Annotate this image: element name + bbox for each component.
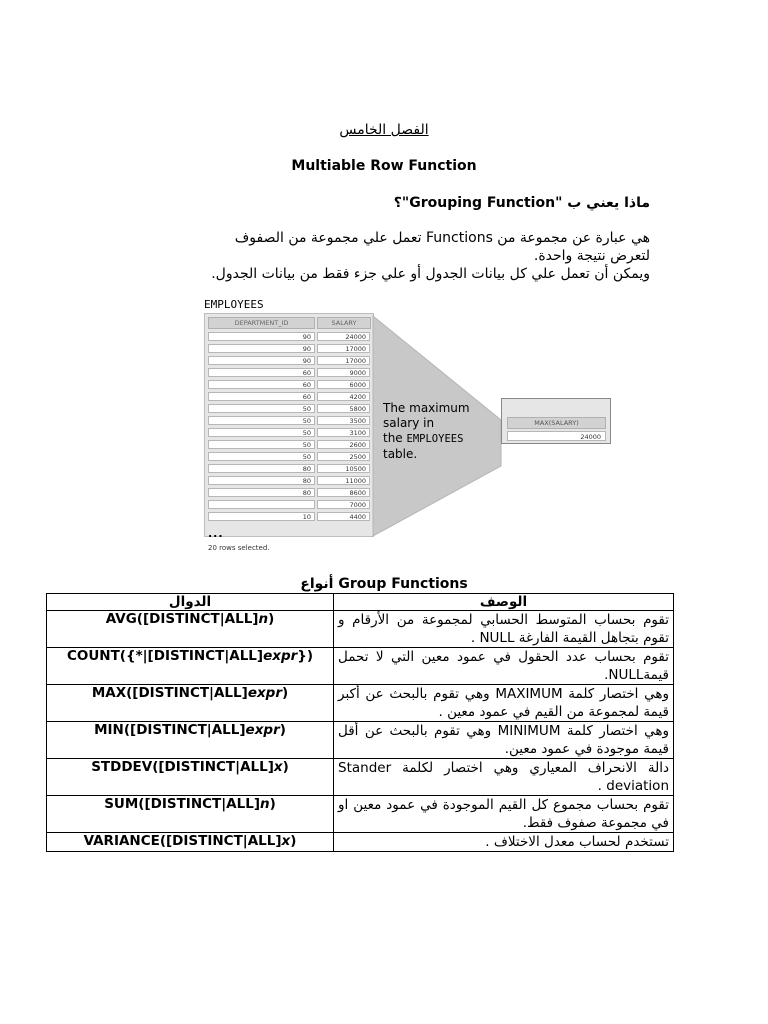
employee-salary-cell: 6000 xyxy=(317,380,370,389)
page-subtitle: Multiable Row Function xyxy=(291,158,477,174)
figure-caption xyxy=(383,401,470,462)
function-description: تقوم بحساب المتوسط الحسابي لمجموعة من الأرقام و تقوم بتجاهل القيمة الفارغة NULL . xyxy=(334,611,674,648)
function-description: وهي اختصار كلمة MAXIMUM وهي تقوم بالبحث عن أكبر قيمة لمجموعة من القيم في عمود معين . xyxy=(334,685,674,722)
function-syntax xyxy=(47,796,334,833)
employee-department-cell: 50 xyxy=(208,416,315,425)
function-syntax xyxy=(47,759,334,796)
column-header-salary: SALARY xyxy=(317,317,371,329)
more-rows-ellipsis: ... xyxy=(208,527,224,540)
table-row xyxy=(47,796,674,833)
function-syntax xyxy=(47,833,334,852)
syntax-argument: x xyxy=(281,833,291,849)
employee-department-cell: 50 xyxy=(208,452,315,461)
table-row xyxy=(47,611,674,648)
employee-department-cell: 80 xyxy=(208,476,315,485)
types-section-title: أنواع Group Functions xyxy=(300,576,468,592)
syntax-argument: x xyxy=(273,759,283,775)
table-row xyxy=(47,648,674,685)
syntax-suffix: ) xyxy=(282,685,289,701)
employee-department-cell: 80 xyxy=(208,488,315,497)
table-row xyxy=(47,685,674,722)
employee-department-cell: 50 xyxy=(208,428,315,437)
syntax-argument: expr xyxy=(263,648,298,664)
employee-department-cell: 10 xyxy=(208,512,315,521)
result-column-header: MAX(SALARY) xyxy=(507,417,606,429)
syntax-prefix: MIN([DISTINCT|ALL] xyxy=(94,722,246,738)
syntax-suffix: ) xyxy=(282,759,289,775)
syntax-suffix: ) xyxy=(268,611,275,627)
employee-salary-cell: 10500 xyxy=(317,464,370,473)
syntax-argument: n xyxy=(258,611,269,627)
table-row xyxy=(47,759,674,796)
table-row xyxy=(47,833,674,852)
definition-line-3: ويمكن أن تعمل علي كل بيانات الجدول أو علي جزء فقط من بيانات الجدول. xyxy=(211,266,650,282)
function-syntax xyxy=(47,611,334,648)
syntax-argument: n xyxy=(260,796,270,812)
column-header-department: DEPARTMENT_ID xyxy=(208,317,315,329)
employee-department-cell xyxy=(208,500,315,509)
employee-salary-cell: 3100 xyxy=(317,428,370,437)
definition-line-1: هي عبارة عن مجموعة من Functions تعمل علي مجموعة من الصفوف xyxy=(234,230,650,246)
syntax-prefix: AVG([DISTINCT|ALL] xyxy=(105,611,259,627)
employees-table-label: EMPLOYEES xyxy=(204,298,264,311)
employee-salary-cell: 2600 xyxy=(317,440,370,449)
function-description: وهي اختصار كلمة MINIMUM وهي تقوم بالبحث عن أقل قيمة موجودة في عمود معين. xyxy=(334,722,674,759)
function-description: تقوم بحساب عدد الحقول في عمود معين التي لا تحمل قيمةNULL. xyxy=(334,648,674,685)
group-functions-table xyxy=(46,593,674,852)
caption-line-3 xyxy=(383,431,470,447)
syntax-prefix: VARIANCE([DISTINCT|ALL] xyxy=(83,833,282,849)
syntax-prefix: MAX([DISTINCT|ALL] xyxy=(91,685,248,701)
rows-selected-text: 20 rows selected. xyxy=(208,544,270,552)
caption-line-2: salary in xyxy=(383,416,435,430)
caption-the: the xyxy=(383,431,407,445)
group-function-figure xyxy=(201,296,648,552)
employees-table xyxy=(204,313,374,552)
function-syntax xyxy=(47,685,334,722)
syntax-suffix: }) xyxy=(297,648,314,664)
chapter-title: الفصل الخامس xyxy=(339,122,429,138)
function-syntax xyxy=(47,648,334,685)
employee-salary-cell: 24000 xyxy=(317,332,370,341)
header-functions: الدوال xyxy=(47,594,334,611)
syntax-prefix: COUNT({*|[DISTINCT|ALL] xyxy=(66,648,264,664)
syntax-suffix: ) xyxy=(290,833,297,849)
employee-salary-cell: 5800 xyxy=(317,404,370,413)
table-header-row xyxy=(47,594,674,611)
function-description: تقوم بحساب مجموع كل القيم الموجودة في عمود معين او في مجموعة صفوف فقط. xyxy=(334,796,674,833)
employee-salary-cell: 11000 xyxy=(317,476,370,485)
caption-line-4: table. xyxy=(383,447,418,461)
table-row xyxy=(47,722,674,759)
employee-department-cell: 90 xyxy=(208,356,315,365)
employee-department-cell: 90 xyxy=(208,332,315,341)
employee-salary-cell: 4200 xyxy=(317,392,370,401)
employee-department-cell: 90 xyxy=(208,344,315,353)
employee-department-cell: 80 xyxy=(208,464,315,473)
result-value: 24000 xyxy=(507,431,606,441)
syntax-argument: expr xyxy=(245,722,280,738)
employee-department-cell: 50 xyxy=(208,404,315,413)
header-description: الوصف xyxy=(334,594,674,611)
employee-department-cell: 60 xyxy=(208,368,315,377)
employee-salary-cell: 17000 xyxy=(317,344,370,353)
syntax-suffix: ) xyxy=(269,796,276,812)
employee-salary-cell: 7000 xyxy=(317,500,370,509)
employee-department-cell: 60 xyxy=(208,392,315,401)
employee-salary-cell: 9000 xyxy=(317,368,370,377)
function-description: دالة الانحراف المعياري وهي اختصار لكلمة Stander deviation . xyxy=(334,759,674,796)
function-syntax xyxy=(47,722,334,759)
definition-line-2: لتعرض نتيجة واحدة. xyxy=(533,248,650,264)
question-line: ماذا يعني ب "Grouping Function"؟ xyxy=(393,195,650,211)
employee-salary-cell: 8600 xyxy=(317,488,370,497)
syntax-suffix: ) xyxy=(279,722,286,738)
employee-salary-cell: 17000 xyxy=(317,356,370,365)
employee-salary-cell: 4400 xyxy=(317,512,370,521)
syntax-prefix: SUM([DISTINCT|ALL] xyxy=(104,796,260,812)
syntax-argument: expr xyxy=(247,685,282,701)
employee-salary-cell: 3500 xyxy=(317,416,370,425)
max-salary-result xyxy=(501,398,611,444)
caption-line-1: The maximum xyxy=(383,401,470,415)
employee-salary-cell: 2500 xyxy=(317,452,370,461)
syntax-prefix: STDDEV([DISTINCT|ALL] xyxy=(91,759,274,775)
employee-department-cell: 60 xyxy=(208,380,315,389)
caption-table-name: EMPLOYEES xyxy=(406,433,464,445)
function-description: تستخدم لحساب معدل الاختلاف . xyxy=(334,833,674,852)
employee-department-cell: 50 xyxy=(208,440,315,449)
